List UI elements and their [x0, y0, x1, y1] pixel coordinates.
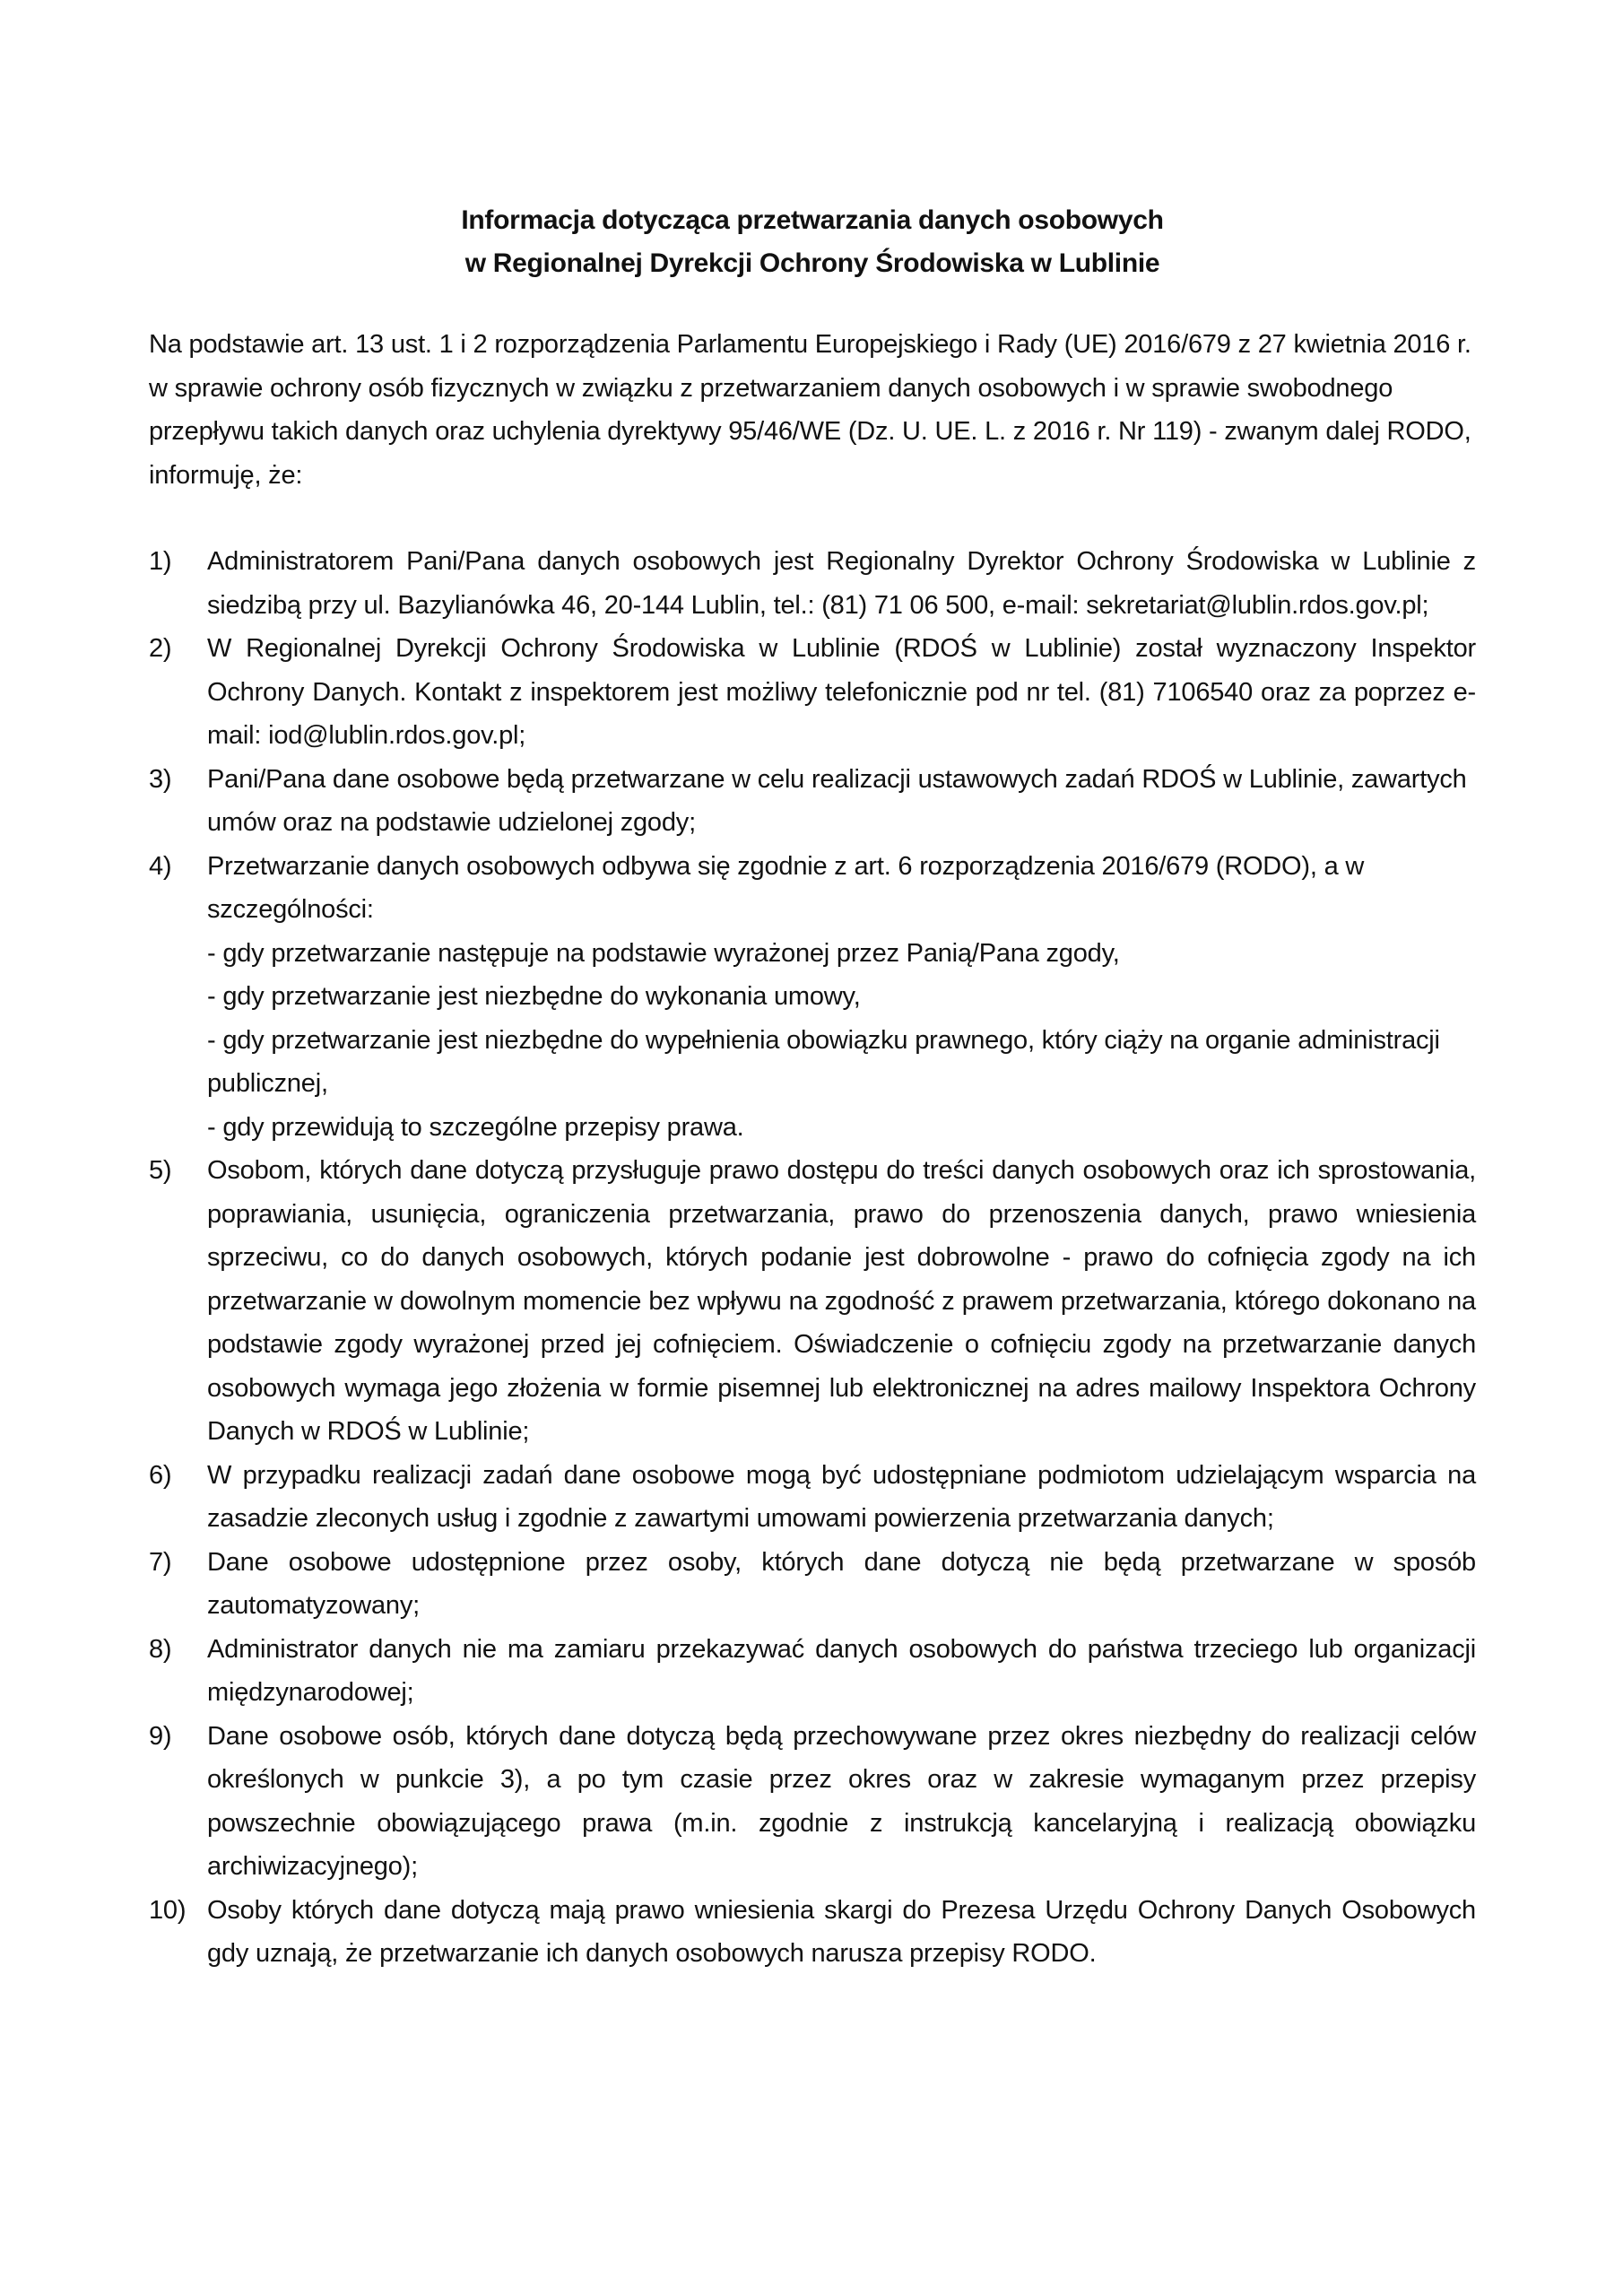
- item-number: 6): [149, 1460, 172, 1490]
- list-item-5: [149, 1149, 1476, 1454]
- item-number: 3): [149, 764, 172, 794]
- item-number: 8): [149, 1634, 172, 1664]
- item-number: 4): [149, 851, 172, 881]
- sub-item-1: - gdy przetwarzanie następuje na podstawie wyrażonej przez Panią/Pana zgody,: [207, 938, 1120, 968]
- item-text: W przypadku realizacji zadań dane osobowe mogą być udostępniane podmiotom udzielającym wsparcia na zasadzie zleconych usług i zgodnie z zawartymi umowami powierzenia przetwarzania danych;: [207, 1460, 1476, 1533]
- item-number: 7): [149, 1547, 172, 1577]
- list-item-9: [149, 1715, 1476, 1889]
- item-number: 9): [149, 1721, 172, 1751]
- list-item-10: [149, 1889, 1476, 1976]
- list-item-1: [149, 540, 1476, 627]
- numbered-list: [149, 540, 1476, 1976]
- item-content: [207, 845, 1476, 1150]
- list-item-3: [149, 758, 1476, 845]
- item-text: Administratorem Pani/Pana danych osobowych jest Regionalny Dyrektor Ochrony Środowiska w Lublinie z siedzibą przy ul. Bazylianówka 46, 20-144 Lublin, tel.: (81) 71 06 500, e-mail: sekretariat@lublin.rdos.gov.pl;: [207, 547, 1476, 620]
- item-text: W Regionalnej Dyrekcji Ochrony Środowiska w Lublinie (RDOŚ w Lublinie) został wyznaczony Inspektor Ochrony Danych. Kontakt z inspektorem jest możliwy telefonicznie pod nr tel. (81) 7106540 oraz za poprzez e-mail: iod@lublin.rdos.gov.pl;: [207, 634, 1476, 750]
- document-page: [149, 0, 1476, 1976]
- list-item-4: [149, 845, 1476, 1150]
- sub-item-3: - gdy przetwarzanie jest niezbędne do wypełnienia obowiązku prawnego, który ciąży na organie administracji publicznej,: [207, 1025, 1440, 1098]
- item-number: 10): [149, 1895, 187, 1925]
- item-text: Osobom, których dane dotyczą przysługuje prawo dostępu do treści danych osobowych oraz ich sprostowania, poprawiania, usunięcia, ograniczenia przetwarzania, prawo do przenoszenia danych, prawo wniesienia sprzeciwu, co do danych osobowych, których podanie jest dobrowolne - prawo do cofnięcia zgody na ich przetwarzanie w dowolnym momencie bez wpływu na zgodność z prawem przetwarzania, którego dokonano na podstawie zgody wyrażonej przed jej cofnięciem. Oświadczenie o cofnięciu zgody na przetwarzanie danych osobowych wymaga jego złożenia w formie pisemnej lub elektronicznej na adres mailowy Inspektora Ochrony Danych w RDOŚ w Lublinie;: [207, 1156, 1476, 1446]
- document-title: [149, 199, 1476, 285]
- title-line-1: Informacja dotycząca przetwarzania danych osobowych: [461, 205, 1164, 235]
- sub-item-4: - gdy przewidują to szczególne przepisy prawa.: [207, 1112, 744, 1142]
- list-item-2: [149, 627, 1476, 758]
- intro-paragraph: Na podstawie art. 13 ust. 1 i 2 rozporządzenia Parlamentu Europejskiego i Rady (UE) 2016/679 z 27 kwietnia 2016 r. w sprawie ochrony osób fizycznych w związku z przetwarzaniem danych osobowych i w sprawie swobodnego przepływu takich danych oraz uchylenia dyrektywy 95/46/WE (Dz. U. UE. L. z 2016 r. Nr 119) - zwanym dalej RODO, informuję, że:: [149, 330, 1471, 490]
- item-number: 1): [149, 547, 172, 576]
- item-text: Pani/Pana dane osobowe będą przetwarzane w celu realizacji ustawowych zadań RDOŚ w Lublinie, zawartych umów oraz na podstawie udzielonej zgody;: [207, 764, 1467, 837]
- item-text: Przetwarzanie danych osobowych odbywa się zgodnie z art. 6 rozporządzenia 2016/679 (RODO), a w szczególności:: [207, 851, 1365, 924]
- list-item-6: [149, 1454, 1476, 1541]
- list-item-7: [149, 1541, 1476, 1628]
- item-text: Administrator danych nie ma zamiaru przekazywać danych osobowych do państwa trzeciego lub organizacji międzynarodowej;: [207, 1634, 1476, 1707]
- item-number: 5): [149, 1156, 172, 1185]
- sub-item-2: - gdy przetwarzanie jest niezbędne do wykonania umowy,: [207, 982, 861, 1011]
- item-text: Dane osobowe udostępnione przez osoby, których dane dotyczą nie będą przetwarzane w sposób zautomatyzowany;: [207, 1547, 1476, 1620]
- list-item-8: [149, 1628, 1476, 1715]
- item-number: 2): [149, 634, 172, 663]
- item-text: Dane osobowe osób, których dane dotyczą będą przechowywane przez okres niezbędny do realizacji celów określonych w punkcie 3), a po tym czasie przez okres oraz w zakresie wymaganym przez przepisy powszechnie obowiązującego prawa (m.in. zgodnie z instrukcją kancelaryjną i realizacją obowiązku archiwizacyjnego);: [207, 1721, 1476, 1881]
- title-line-2: w Regionalnej Dyrekcji Ochrony Środowiska w Lublinie: [464, 248, 1160, 278]
- item-text: Osoby których dane dotyczą mają prawo wniesienia skargi do Prezesa Urzędu Ochrony Danych Osobowych gdy uznają, że przetwarzanie ich danych osobowych narusza przepisy RODO.: [207, 1895, 1476, 1968]
